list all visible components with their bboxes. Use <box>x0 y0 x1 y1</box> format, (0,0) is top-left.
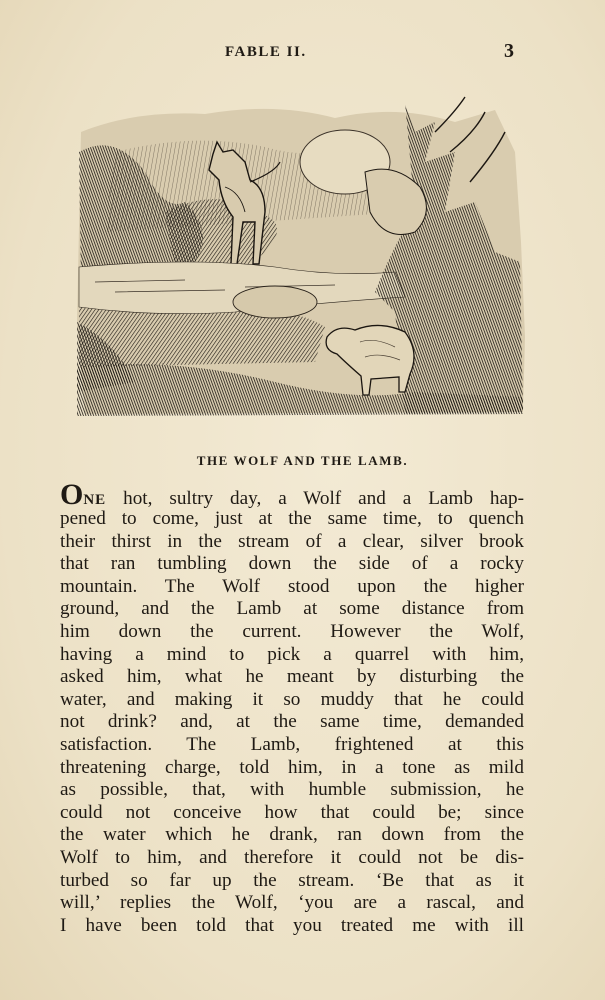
text-line: that ran tumbling down the side of a rocky <box>60 553 524 575</box>
text-line: asked him, what he meant by disturbing the <box>60 666 524 688</box>
text-line: having a mind to pick a quarrel with him, <box>60 643 524 665</box>
first-line-text: hot, sultry day, a Wolf and a Lamb hap- <box>106 488 524 509</box>
text-line: him down the current. However the Wolf, <box>60 620 524 642</box>
text-line: the water which he drank, ran down from the <box>60 824 524 846</box>
text-line: ground, and the Lamb at some distance from <box>60 598 524 620</box>
initial-word-rest: NE <box>83 492 107 508</box>
page-header <box>0 40 605 68</box>
text-line: pened to come, just at the same time, to quench <box>60 508 524 529</box>
text-line: threatening charge, told him, in a tone as mild <box>60 756 524 778</box>
running-head: FABLE II. <box>225 44 307 60</box>
text-line: Wolf to him, and therefore it could not be dis- <box>60 846 524 868</box>
text-line: mountain. The Wolf stood upon the higher <box>60 575 524 597</box>
text-line: will,’ replies the Wolf, ‘you are a rascal, and <box>60 892 524 914</box>
text-line: their thirst in the stream of a clear, silver brook <box>60 530 524 552</box>
text-line: could not conceive how that could be; since <box>60 801 524 823</box>
text-line: I have been told that you treated me with ill <box>60 914 524 936</box>
fable-text <box>60 478 524 937</box>
drop-cap: O <box>60 478 84 511</box>
illustration-caption: THE WOLF AND THE LAMB. <box>196 453 409 468</box>
text-line: not drink? and, at the same time, demanded <box>60 711 524 733</box>
text-line <box>60 478 524 511</box>
text-line: as possible, that, with humble submission, he <box>60 779 524 801</box>
text-line: water, and making it so muddy that he could <box>60 688 524 710</box>
page-number: 3 <box>504 40 514 62</box>
text-line: satisfaction. The Lamb, frightened at this <box>60 733 524 755</box>
engraving-frame <box>77 97 525 416</box>
wolf-and-lamb-engraving <box>75 92 527 422</box>
text-line: turbed so far up the stream. ‘Be that as it <box>60 869 524 891</box>
